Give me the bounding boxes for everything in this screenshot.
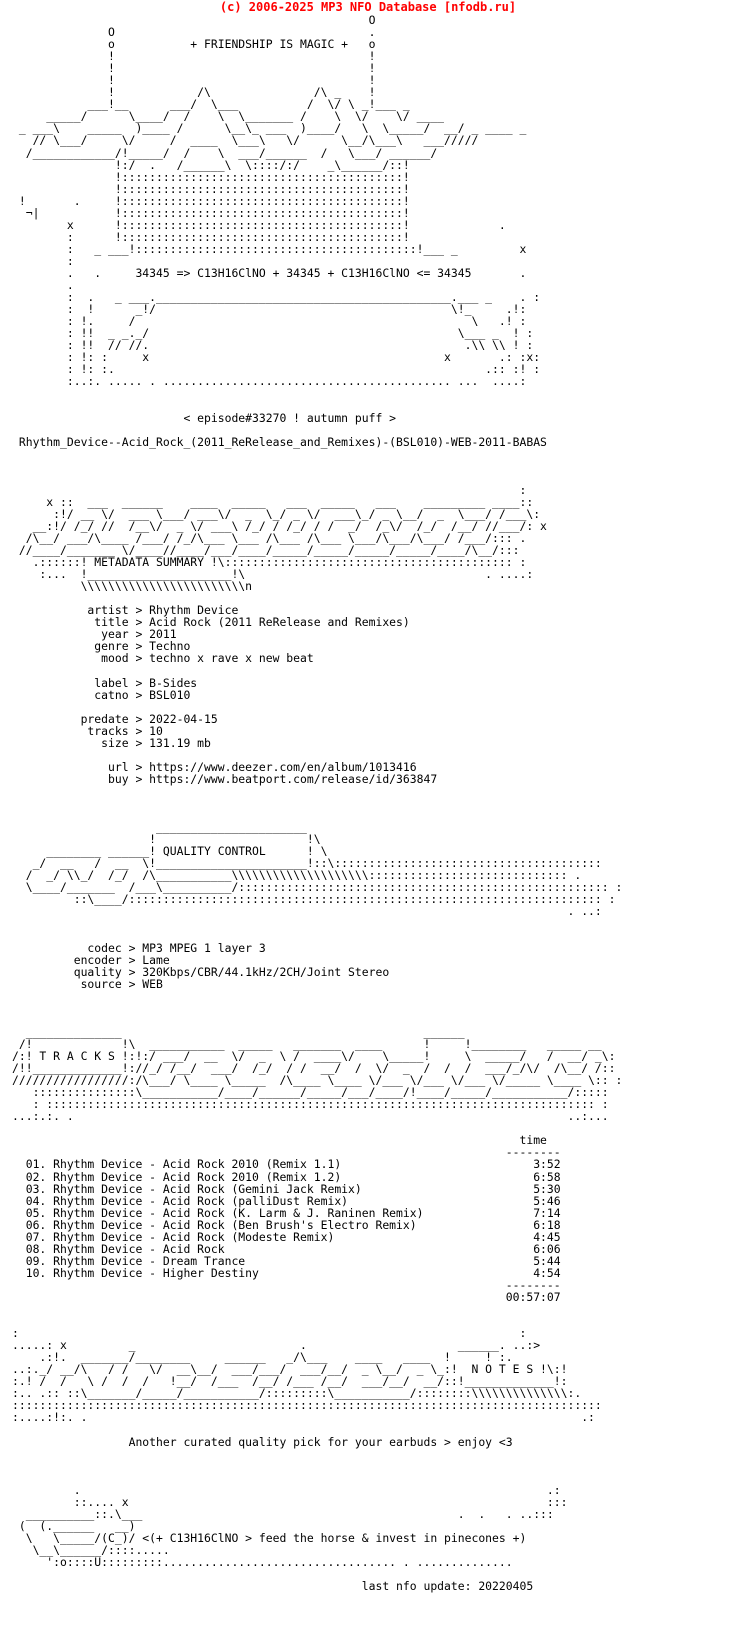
nfo-text: O O . o + FRIENDSHIP IS MAGIC + o ! ! ! ! ! ! ! /\ /\ _ ! ___!__ ___/ \___ / \/ \ _!___ _ _____/ \____/ / \ \_______ / \ \/ \/ ____ _ ___\ _____ )____ / \__\_ ___ )____/ \ \_____/ __/ _ ____ _ // \___/ \/ / ____ \___\ \/ \__/\___\ ___///// /____________/!_____/ / \ ___/______ / \___/ ______/ !:/ . /______\ \::::/:/ _\______/::! !:::::::::::::::::::::::::::::::::::::::::! !:::::::::::::::::::::::::::::::::::::::::! ! . !:::::::::::::::::::::::::::::::::::::::::! ¬| !:::::::::::::::::::::::::::::::::::::::::! x !:::::::::::::::::::::::::::::::::::::::::! . : !:::::::::::::::::::::::::::::::::::::::::! : _ ___!:::::::::::::::::::::::::::::::::::::::::!___ _ x : . . 34345 => C13H16ClNO + 34345 + C13H16ClNO <= 34345 . . : . _ ___.___________________________________________.___ _ . : : ! _!/ \!_ .!: : !. / \ .! : : !! _ _._/ \___ _ ! : : !! // //. .\\ \\ ! : : !: : x x .: :x: : !: :. .:: :! : :..:. ..... . .......................................... ... ....: < episode#33270 ! autumn puff > Rhythm_Device--Acid_Rock_(2011_ReRelease_and_Remixes)-(BSL010)-WEB-2011-BABAS : x :: ___ ______ ____ _____ ___ _____ ___ _________ ____:: :!/ __ \/ ___ \___/ ___\/ _ \_/ _ \/ ___\_/ _ \__/ _ \___/ /___\: __:!/ /_/ // /__\/ _ \/ ___\ /_/ / /_/ / / _/ /_\/ /_/ /__/ //___/: x /\__/ ___/\____ /___/ /_/\___ \___ /\___ /\___ \___/\___/\___/ /___/::: . //____/_______ \/____//____/___/____/_____/_____/_____/_____/____/\__/::: .::::::! METADATA SUMMARY !\:::::::::::::::::::::::::::::::::::::::::: : :... !_____________________!\ . ....: \\\\\\\\\\\\\\\\\\\\\\\\n artist > Rhythm Device title > Acid Rock (2011 ReRelease and Remixes) year > 2011 genre > Techno mood > techno x rave x new beat label > B-Sides catno > BSL010 predate > 2022-04-15 tracks > 10 size > 131.19 mb url > https://www.deezer.com/en/album/1013416 buy > https://www.beatport.com/release/id/363847 ______________________ ! !\ ________ ______! QUALITY CONTROL ! \ _/ __ / __ \!______________________!::\::::::::::::::::::::::::::::::::::::::: / _/ \\_/ /_/ /\___________\\\\\\\\\\\\\\\\\\\\::::::::::::::::::::::::::::: . \____/_______ /___\__________/:::::::::::::::::::::::::::::::::::::::::::::::::::::: : ::\____/::::::::::::::::::::::::::::::::::::::::::::::::::::::::::::::::::::: : . ..: codec > MP3 MPEG 1 layer 3 encoder > Lame quality > 320Kbps/CBR/44.1kHz/2CH/Joint Stereo source > WEB ______________ ______ /! !\ ___________ _____ _______ ____ ! !________ _____ __ /:! T R A C K S !:!:/ ___/ __ \/ _ \ / ____\/ \_____! \ _____/ / __/ _\: /!!_____________!://_/ /__/ ___/ /_/ / / __/ / \/ _ / / / ___/_/\/ /\__/ /:: /////////////////:/\___/ \____ \_____ /\____ \____ \/___ \/___ \/___ \/_____ \____ \:: : :::::::::::::::\___________/____/______/_____/___/____/!____/_____/___________/::::: : :::::::::::::::::::::::::::::::::::::::::::::::::::::::::::::::::::::::::::::::: : ...:.:. . ..:... time -------- 01. Rhythm Device - Acid Rock 2010 (Remix 1.1) 3:52 02. Rhythm Device - Acid Rock 2010 (Remix 1.2) 6:58 03. Rhythm Device - Acid Rock (Gemini Jack Remix) 5:30 04. Rhythm Device - Acid Rock (palliDust Remix) 5:46 05. Rhythm Device - Acid Rock (K. Larm & J. Raninen Remix) 7:14 06. Rhythm Device - Acid Rock (Ben Brush's Electro Remix) 6:18 07. Rhythm Device - Acid Rock (Modeste Remix) 4:45 08. Rhythm Device - Acid Rock 6:06 09. Rhythm Device - Dream Trance 5:44 10. Rhythm Device - Higher Destiny 4:54 -------- 00:57:07 : : .....: x _ . ______. ..:> .:!. _______/________ ______ _/\___ ____ ____ ! ! :. ..:._/ __/\ / / \/ __\__/ ___/___/ ___/__/ _ \__/ _ \_:! N O T E S !\:! :.! / / \ / / / !__/ /___ /__/ /___ /__/ ___/__/ __/::!_____________!: :.. .:: ::\_______/_____/___________/:::::::::\___________/::::::::\\\\\\\\\\\\\\:. :::::::::::::::::::::::::::::::::::::::::::::::::::::::::::::::::::::::::::::::::::::: :....:!:. . .: Another curated quality pick for your earbuds > enjoy <3 . .: ::.... x ::: __________::.\___ . . . ..::: ( (.______ __) \ \_____/(C_)/ <(+ C13H16ClNO > feed the horse & invest in pinecones +) \__\______/::::..... ':o::::U:::::::::.................................. . .............. last nfo update: 20220405 xyxy=(12,14,623,1594)
nfo-document xyxy=(0,14,736,1644)
site-header: (c) 2006-2025 MP3 NFO Database [nfodb.ru] xyxy=(219,0,517,14)
